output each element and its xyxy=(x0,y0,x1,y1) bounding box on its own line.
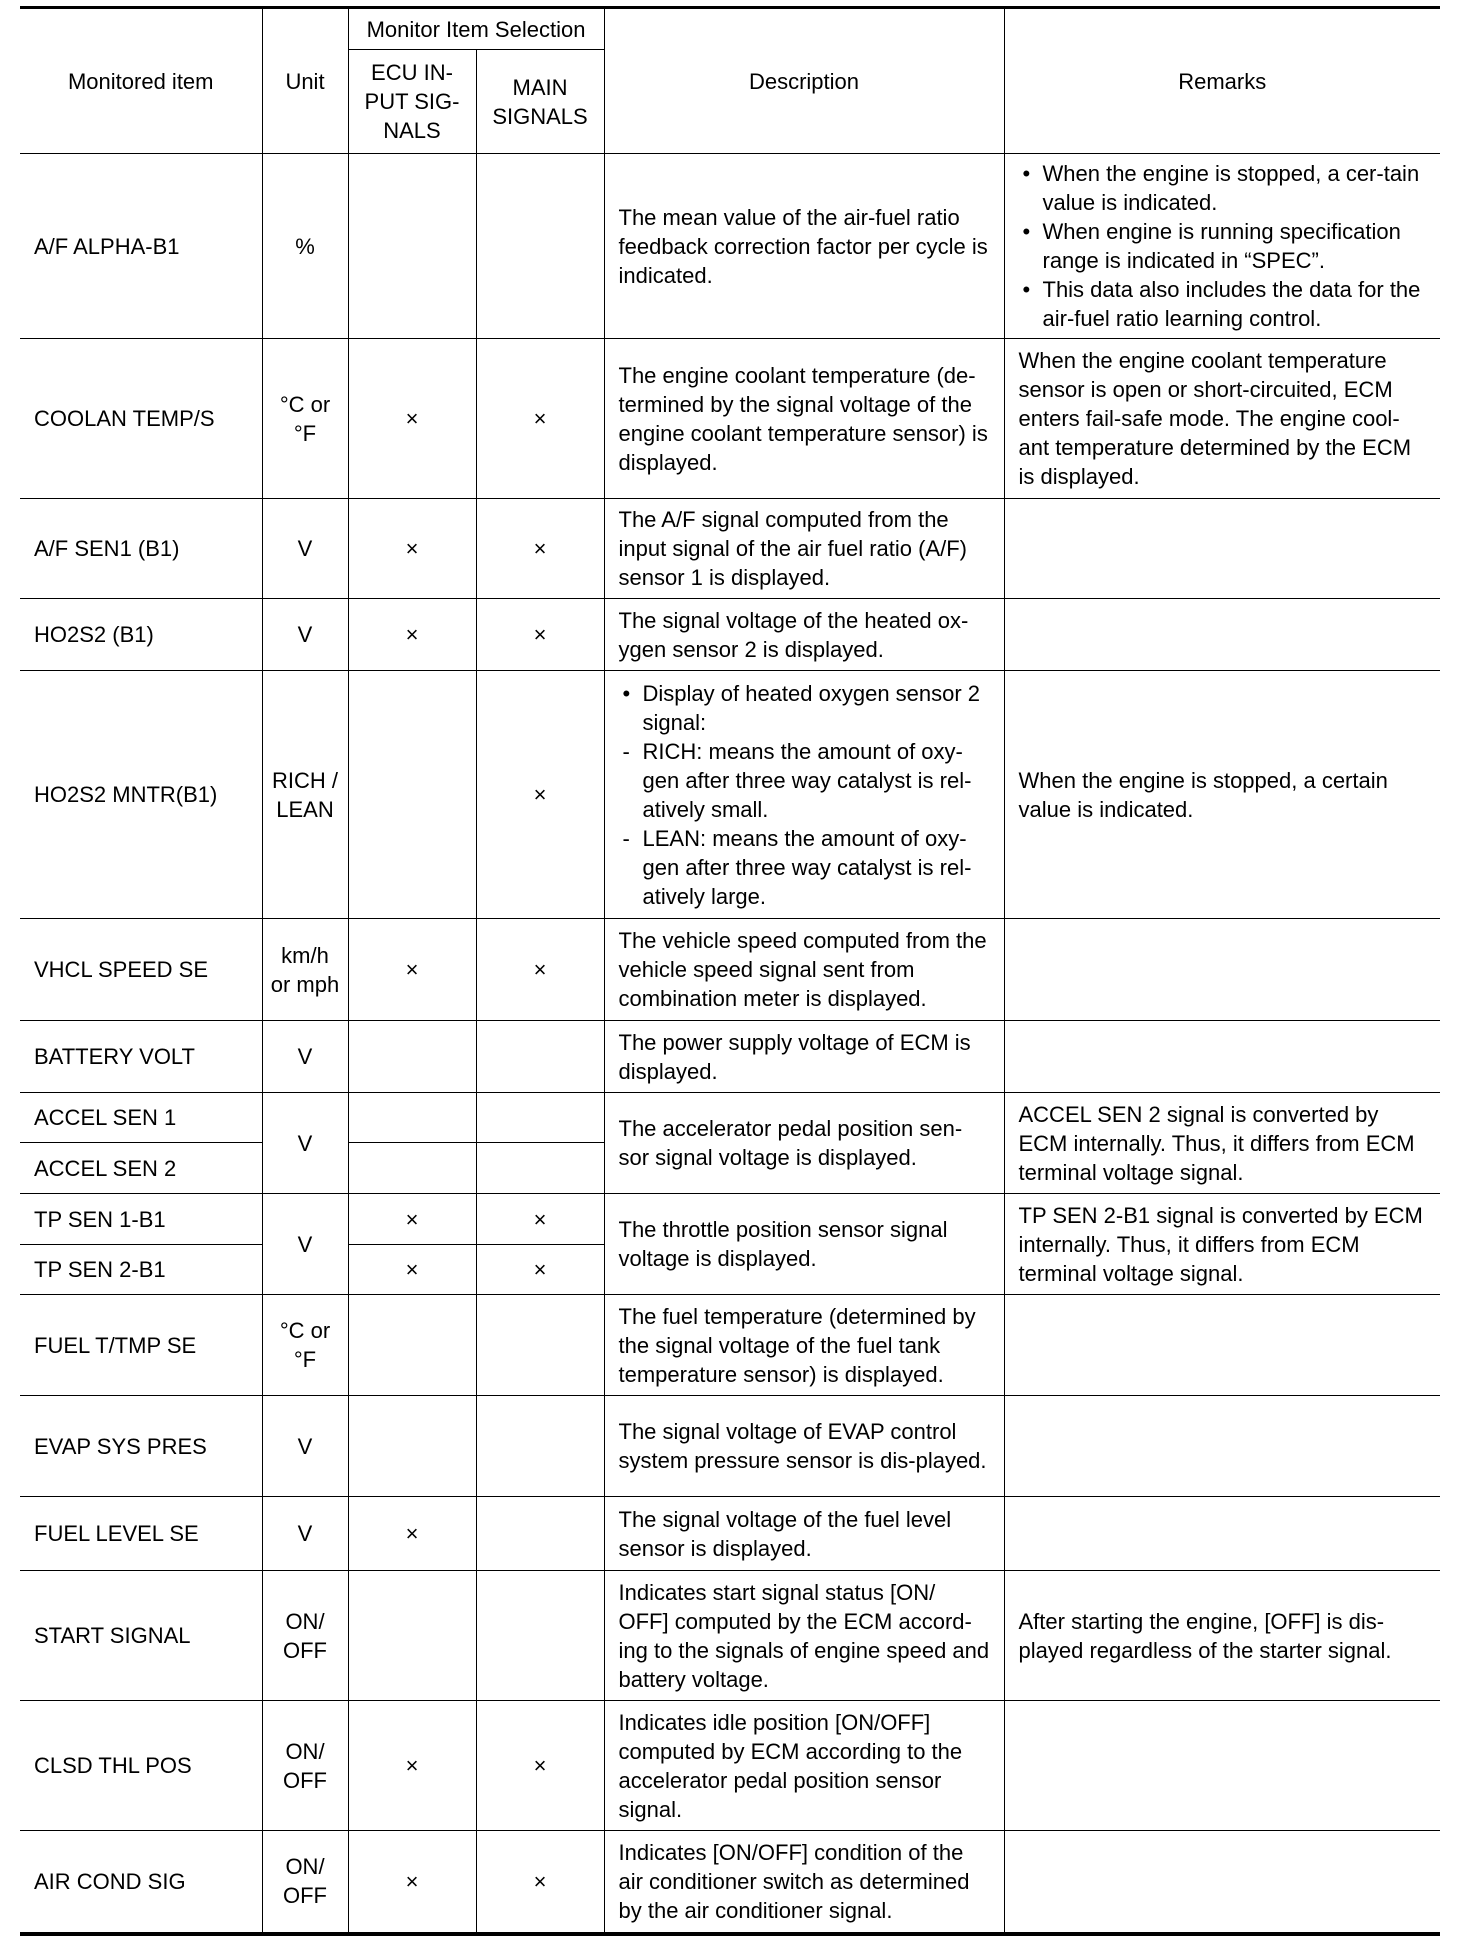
item-name: HO2S2 (B1) xyxy=(20,599,262,671)
header-monitor-item-selection: Monitor Item Selection xyxy=(348,8,604,50)
table-row xyxy=(20,671,1440,919)
table-row xyxy=(20,1093,1440,1143)
description-dash-item: - LEAN: means the amount of oxy-gen after three way catalyst is rel-atively large. xyxy=(622,825,972,909)
main-signal-mark xyxy=(476,1396,604,1497)
header-remarks: Remarks xyxy=(1004,8,1440,154)
item-name: VHCL SPEED SE xyxy=(20,919,262,1021)
remarks-text: After starting the engine, [OFF] is dis-played regardless of the starter signal. xyxy=(1004,1571,1440,1701)
item-name: BATTERY VOLT xyxy=(20,1021,262,1093)
ecu-input-mark xyxy=(348,1021,476,1093)
description-text: The vehicle speed computed from the vehicle speed signal sent from combination meter is displayed. xyxy=(604,919,1004,1021)
table-row xyxy=(20,1497,1440,1571)
main-signal-mark: × xyxy=(476,1245,604,1295)
unit-value: °C or °F xyxy=(262,1295,348,1396)
remarks-text xyxy=(1004,919,1440,1021)
remarks-text: When the engine coolant temperature sensor is open or short-circuited, ECM enters fail-safe mode. The engine cool-ant temperature determined by the ECM is displayed. xyxy=(1004,339,1440,499)
item-name: A/F ALPHA-B1 xyxy=(20,154,262,339)
unit-value: ON/ OFF xyxy=(262,1831,348,1934)
description-text: The signal voltage of the heated ox-ygen sensor 2 is displayed. xyxy=(604,599,1004,671)
description-text: Indicates [ON/OFF] condition of the air conditioner switch as determined by the air conditioner signal. xyxy=(604,1831,1004,1934)
item-name: FUEL T/TMP SE xyxy=(20,1295,262,1396)
header-monitored-item: Monitored item xyxy=(20,8,262,154)
unit-value: V xyxy=(262,1396,348,1497)
unit-value: V xyxy=(262,1497,348,1571)
unit-value: ON/ OFF xyxy=(262,1571,348,1701)
remarks-text xyxy=(1004,1295,1440,1396)
remarks-text: When the engine is stopped, a certain value is indicated. xyxy=(1004,671,1440,919)
main-signal-mark: × xyxy=(476,599,604,671)
description-text: The A/F signal computed from the input signal of the air fuel ratio (A/F) sensor 1 is displayed. xyxy=(604,499,1004,599)
monitor-items-table-wrapper xyxy=(20,6,1440,1936)
main-signal-mark: × xyxy=(476,339,604,499)
remarks-text xyxy=(1004,599,1440,671)
table-row xyxy=(20,599,1440,671)
table-row xyxy=(20,919,1440,1021)
table-row xyxy=(20,1194,1440,1245)
unit-value: V xyxy=(262,599,348,671)
unit-value: V xyxy=(262,1194,348,1295)
description-dash-item: - RICH: means the amount of oxy-gen after three way catalyst is rel-atively small. xyxy=(622,738,972,822)
description-text: The signal voltage of EVAP control system pressure sensor is dis-played. xyxy=(604,1396,1004,1497)
remark-bullet: • This data also includes the data for the air-fuel ratio learning control. xyxy=(1022,277,1421,331)
monitor-items-table xyxy=(20,6,1440,1936)
ecu-input-mark: × xyxy=(348,1831,476,1934)
unit-value: % xyxy=(262,154,348,339)
ecu-input-mark xyxy=(348,1295,476,1396)
unit-value: km/h or mph xyxy=(262,919,348,1021)
main-signal-mark xyxy=(476,1571,604,1701)
description-text: The throttle position sensor signal voltage is displayed. xyxy=(604,1194,1004,1295)
item-name: TP SEN 1-B1 xyxy=(20,1194,262,1245)
table-row xyxy=(20,1396,1440,1497)
description-text: The signal voltage of the fuel level sensor is displayed. xyxy=(604,1497,1004,1571)
item-name: AIR COND SIG xyxy=(20,1831,262,1934)
remarks-text xyxy=(1004,1701,1440,1831)
remarks-text xyxy=(1004,1396,1440,1497)
item-name: HO2S2 MNTR(B1) xyxy=(20,671,262,919)
item-name: EVAP SYS PRES xyxy=(20,1396,262,1497)
main-signal-mark xyxy=(476,1497,604,1571)
unit-value: V xyxy=(262,1021,348,1093)
header-main-signals: MAIN SIGNALS xyxy=(476,50,604,154)
remarks-text: ACCEL SEN 2 signal is converted by ECM internally. Thus, it differs from ECM terminal voltage signal. xyxy=(1004,1093,1440,1194)
table-row xyxy=(20,1571,1440,1701)
remark-bullet: • When engine is running specification range is indicated in “SPEC”. xyxy=(1022,219,1401,273)
table-row xyxy=(20,1295,1440,1396)
header-description: Description xyxy=(604,8,1004,154)
ecu-input-mark: × xyxy=(348,1497,476,1571)
description-text: Indicates start signal status [ON/ OFF] computed by the ECM accord-ing to the signals of engine speed and battery voltage. xyxy=(604,1571,1004,1701)
item-name: COOLAN TEMP/S xyxy=(20,339,262,499)
item-name: A/F SEN1 (B1) xyxy=(20,499,262,599)
description-bullet: • Display of heated oxygen sensor 2 signal: xyxy=(622,680,981,735)
unit-value: RICH / LEAN xyxy=(262,671,348,919)
remarks-text xyxy=(1004,499,1440,599)
remarks-text: TP SEN 2-B1 signal is converted by ECM internally. Thus, it differs from ECM terminal voltage signal. xyxy=(1004,1194,1440,1295)
ecu-input-mark: × xyxy=(348,1245,476,1295)
table-row xyxy=(20,499,1440,599)
description-text: The accelerator pedal position sen-sor signal voltage is displayed. xyxy=(604,1093,1004,1194)
item-name: START SIGNAL xyxy=(20,1571,262,1701)
item-name: ACCEL SEN 1 xyxy=(20,1093,262,1143)
header-unit: Unit xyxy=(262,8,348,154)
ecu-input-mark: × xyxy=(348,599,476,671)
unit-value: V xyxy=(262,499,348,599)
main-signal-mark xyxy=(476,1143,604,1194)
item-name: ACCEL SEN 2 xyxy=(20,1143,262,1194)
main-signal-mark xyxy=(476,1021,604,1093)
remarks-text xyxy=(1004,1831,1440,1934)
ecu-input-mark xyxy=(348,154,476,339)
unit-value: °C or °F xyxy=(262,339,348,499)
description-text: The mean value of the air-fuel ratio feedback correction factor per cycle is indicated. xyxy=(604,154,1004,339)
table-row xyxy=(20,1021,1440,1093)
ecu-input-mark xyxy=(348,1571,476,1701)
ecu-input-mark: × xyxy=(348,499,476,599)
item-name: CLSD THL POS xyxy=(20,1701,262,1831)
main-signal-mark: × xyxy=(476,671,604,919)
remarks-text xyxy=(1004,1497,1440,1571)
unit-value: ON/ OFF xyxy=(262,1701,348,1831)
main-signal-mark xyxy=(476,1093,604,1143)
description-text: The power supply voltage of ECM is displayed. xyxy=(604,1021,1004,1093)
remark-bullet: • When the engine is stopped, a cer-tain value is indicated. xyxy=(1022,161,1420,215)
ecu-input-mark xyxy=(348,1143,476,1194)
description-text xyxy=(604,671,1004,919)
item-name: FUEL LEVEL SE xyxy=(20,1497,262,1571)
table-row xyxy=(20,339,1440,499)
description-text: The fuel temperature (determined by the signal voltage of the fuel tank temperature sensor) is displayed. xyxy=(604,1295,1004,1396)
ecu-input-mark xyxy=(348,671,476,919)
main-signal-mark xyxy=(476,154,604,339)
main-signal-mark: × xyxy=(476,1831,604,1934)
ecu-input-mark: × xyxy=(348,1701,476,1831)
ecu-input-mark xyxy=(348,1396,476,1497)
main-signal-mark xyxy=(476,1295,604,1396)
ecu-input-mark: × xyxy=(348,1194,476,1245)
table-row xyxy=(20,1701,1440,1831)
ecu-input-mark: × xyxy=(348,339,476,499)
ecu-input-mark: × xyxy=(348,919,476,1021)
main-signal-mark: × xyxy=(476,1701,604,1831)
remarks-text xyxy=(1004,154,1440,339)
item-name: TP SEN 2-B1 xyxy=(20,1245,262,1295)
table-row xyxy=(20,1831,1440,1934)
unit-value: V xyxy=(262,1093,348,1194)
remarks-text xyxy=(1004,1021,1440,1093)
table-row xyxy=(20,154,1440,339)
description-text: Indicates idle position [ON/OFF] computed by ECM according to the accelerator pedal position sensor signal. xyxy=(604,1701,1004,1831)
description-text: The engine coolant temperature (de-termined by the signal voltage of the engine coolant temperature sensor) is displayed. xyxy=(604,339,1004,499)
main-signal-mark: × xyxy=(476,919,604,1021)
ecu-input-mark xyxy=(348,1093,476,1143)
header-ecu-input-signals: ECU IN-PUT SIG-NALS xyxy=(348,50,476,154)
main-signal-mark: × xyxy=(476,1194,604,1245)
main-signal-mark: × xyxy=(476,499,604,599)
